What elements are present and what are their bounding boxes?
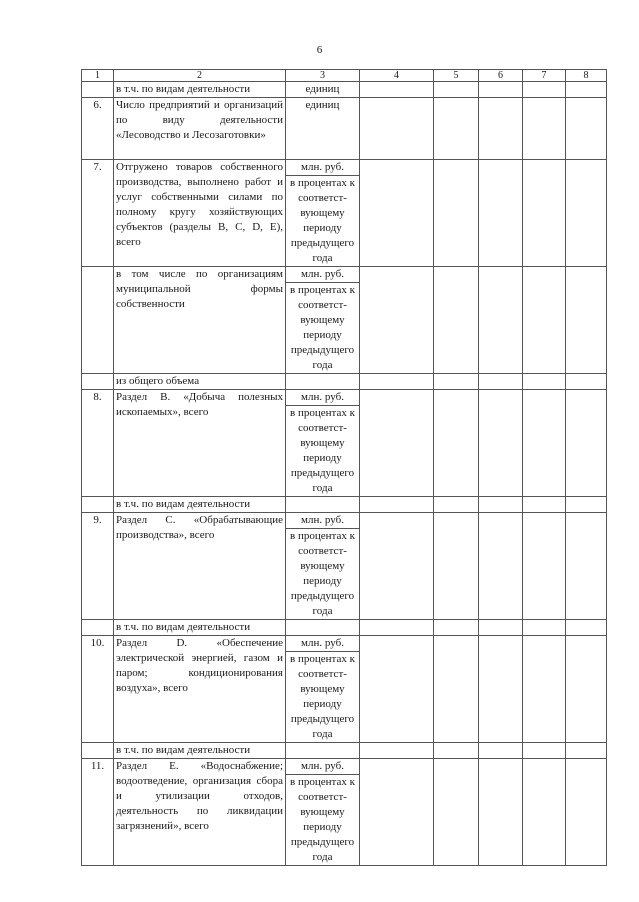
- table-row: [82, 497, 607, 513]
- unit-mln-rub: млн. руб.: [286, 267, 359, 283]
- value-cell: [523, 497, 566, 513]
- col-num-2: 2: [114, 70, 286, 82]
- indicators-table: [81, 69, 607, 866]
- table-row: [82, 620, 607, 636]
- row-number: 6.: [82, 98, 114, 160]
- table-row: [82, 759, 607, 866]
- unit-percent: в процентах к соответст-вующему периоду предыдущего года: [290, 177, 355, 264]
- value-cell: [434, 267, 479, 374]
- value-cell: [566, 620, 607, 636]
- value-cell: [523, 98, 566, 160]
- value-cell: [523, 636, 566, 743]
- unit-cell: [286, 743, 360, 759]
- unit-percent: в процентах к соответст-вующему периоду предыдущего года: [290, 530, 355, 617]
- table-row: [82, 743, 607, 759]
- indicator-name: в том числе по организациям муниципальной формы собственности: [114, 267, 286, 374]
- unit-cell: [286, 390, 360, 497]
- value-cell: [360, 98, 434, 160]
- unit-mln-rub: млн. руб.: [286, 160, 359, 176]
- value-cell: [566, 390, 607, 497]
- value-cell: [479, 98, 523, 160]
- unit-percent: в процентах к соответст-вующему периоду предыдущего года: [290, 284, 355, 371]
- value-cell: [434, 390, 479, 497]
- unit-mln-rub: млн. руб.: [286, 759, 359, 775]
- table-row: [82, 82, 607, 98]
- value-cell: [566, 267, 607, 374]
- row-number: 8.: [82, 390, 114, 497]
- unit-cell: [286, 160, 360, 267]
- row-number: [82, 620, 114, 636]
- row-number: [82, 497, 114, 513]
- value-cell: [360, 160, 434, 267]
- unit-cell: [286, 636, 360, 743]
- value-cell: [360, 374, 434, 390]
- value-cell: [479, 160, 523, 267]
- value-cell: [523, 743, 566, 759]
- value-cell: [566, 160, 607, 267]
- value-cell: [523, 374, 566, 390]
- row-number: 11.: [82, 759, 114, 866]
- value-cell: [479, 267, 523, 374]
- unit-cell: [286, 497, 360, 513]
- row-number: [82, 82, 114, 98]
- value-cell: [479, 82, 523, 98]
- unit-percent: в процентах к соответст-вующему периоду предыдущего года: [290, 653, 355, 740]
- value-cell: [434, 743, 479, 759]
- table-row: [82, 390, 607, 497]
- table-row: [82, 267, 607, 374]
- table-row: [82, 513, 607, 620]
- unit-percent: в процентах к соответст-вующему периоду предыдущего года: [290, 776, 355, 863]
- indicator-name: из общего объема: [114, 374, 286, 390]
- indicator-name: в т.ч. по видам деятельности: [114, 82, 286, 98]
- value-cell: [434, 497, 479, 513]
- col-num-1: 1: [82, 70, 114, 82]
- table-row: [82, 636, 607, 743]
- value-cell: [434, 759, 479, 866]
- unit-mln-rub: млн. руб.: [286, 390, 359, 406]
- col-num-7: 7: [523, 70, 566, 82]
- value-cell: [434, 374, 479, 390]
- value-cell: [566, 374, 607, 390]
- value-cell: [479, 390, 523, 497]
- value-cell: [523, 513, 566, 620]
- value-cell: [566, 636, 607, 743]
- unit-cell: единиц: [286, 82, 360, 98]
- unit-mln-rub: млн. руб.: [286, 636, 359, 652]
- value-cell: [434, 160, 479, 267]
- unit-cell: единиц: [286, 98, 360, 160]
- table-row: [82, 374, 607, 390]
- value-cell: [479, 743, 523, 759]
- value-cell: [479, 759, 523, 866]
- value-cell: [360, 267, 434, 374]
- indicator-name: в т.ч. по видам деятельности: [114, 620, 286, 636]
- col-num-3: 3: [286, 70, 360, 82]
- page-number: 6: [316, 44, 323, 56]
- value-cell: [479, 374, 523, 390]
- indicator-name: в т.ч. по видам деятельности: [114, 497, 286, 513]
- value-cell: [360, 636, 434, 743]
- indicator-name: Раздел C. «Обрабатывающие производства», всего: [114, 513, 286, 620]
- value-cell: [523, 160, 566, 267]
- row-number: [82, 267, 114, 374]
- unit-cell: [286, 620, 360, 636]
- value-cell: [523, 390, 566, 497]
- unit-cell: [286, 513, 360, 620]
- value-cell: [434, 98, 479, 160]
- value-cell: [360, 513, 434, 620]
- value-cell: [360, 620, 434, 636]
- value-cell: [360, 497, 434, 513]
- unit-cell: [286, 374, 360, 390]
- col-num-4: 4: [360, 70, 434, 82]
- col-num-6: 6: [479, 70, 523, 82]
- value-cell: [434, 513, 479, 620]
- value-cell: [360, 743, 434, 759]
- indicator-name: Раздел E. «Водоснабжение; водоотведение, организация сбора и утилизации отходов, деятельность по ликвидации загрязнений», всего: [114, 759, 286, 866]
- value-cell: [566, 759, 607, 866]
- row-number: [82, 374, 114, 390]
- value-cell: [566, 513, 607, 620]
- unit-cell: [286, 759, 360, 866]
- value-cell: [434, 636, 479, 743]
- table-row: [82, 160, 607, 267]
- value-cell: [360, 390, 434, 497]
- indicator-name: Отгружено товаров собственного производства, выполнено работ и услуг собственными силами по полному кругу хозяйствующих субъектов (разделы B, C, D, E), всего: [114, 160, 286, 267]
- indicator-name: Раздел D. «Обеспечение электрической энергией, газом и паром; кондиционирования воздуха», всего: [114, 636, 286, 743]
- value-cell: [434, 82, 479, 98]
- indicator-name: в т.ч. по видам деятельности: [114, 743, 286, 759]
- value-cell: [523, 82, 566, 98]
- unit-percent: в процентах к соответст-вующему периоду предыдущего года: [290, 407, 355, 494]
- value-cell: [566, 98, 607, 160]
- indicator-name: Раздел B. «Добыча полезных ископаемых», всего: [114, 390, 286, 497]
- value-cell: [479, 513, 523, 620]
- unit-mln-rub: млн. руб.: [286, 513, 359, 529]
- value-cell: [566, 497, 607, 513]
- indicator-name: Число предприятий и организаций по виду деятельности «Лесоводство и Лесозаготовки»: [114, 98, 286, 160]
- table-row: [82, 98, 607, 160]
- row-number: [82, 743, 114, 759]
- value-cell: [360, 759, 434, 866]
- value-cell: [479, 636, 523, 743]
- value-cell: [523, 759, 566, 866]
- column-number-row: [82, 70, 607, 82]
- col-num-5: 5: [434, 70, 479, 82]
- col-num-8: 8: [566, 70, 607, 82]
- row-number: 9.: [82, 513, 114, 620]
- value-cell: [566, 743, 607, 759]
- row-number: 10.: [82, 636, 114, 743]
- value-cell: [434, 620, 479, 636]
- value-cell: [523, 620, 566, 636]
- value-cell: [479, 620, 523, 636]
- value-cell: [566, 82, 607, 98]
- unit-cell: [286, 267, 360, 374]
- value-cell: [360, 82, 434, 98]
- row-number: 7.: [82, 160, 114, 267]
- value-cell: [479, 497, 523, 513]
- value-cell: [523, 267, 566, 374]
